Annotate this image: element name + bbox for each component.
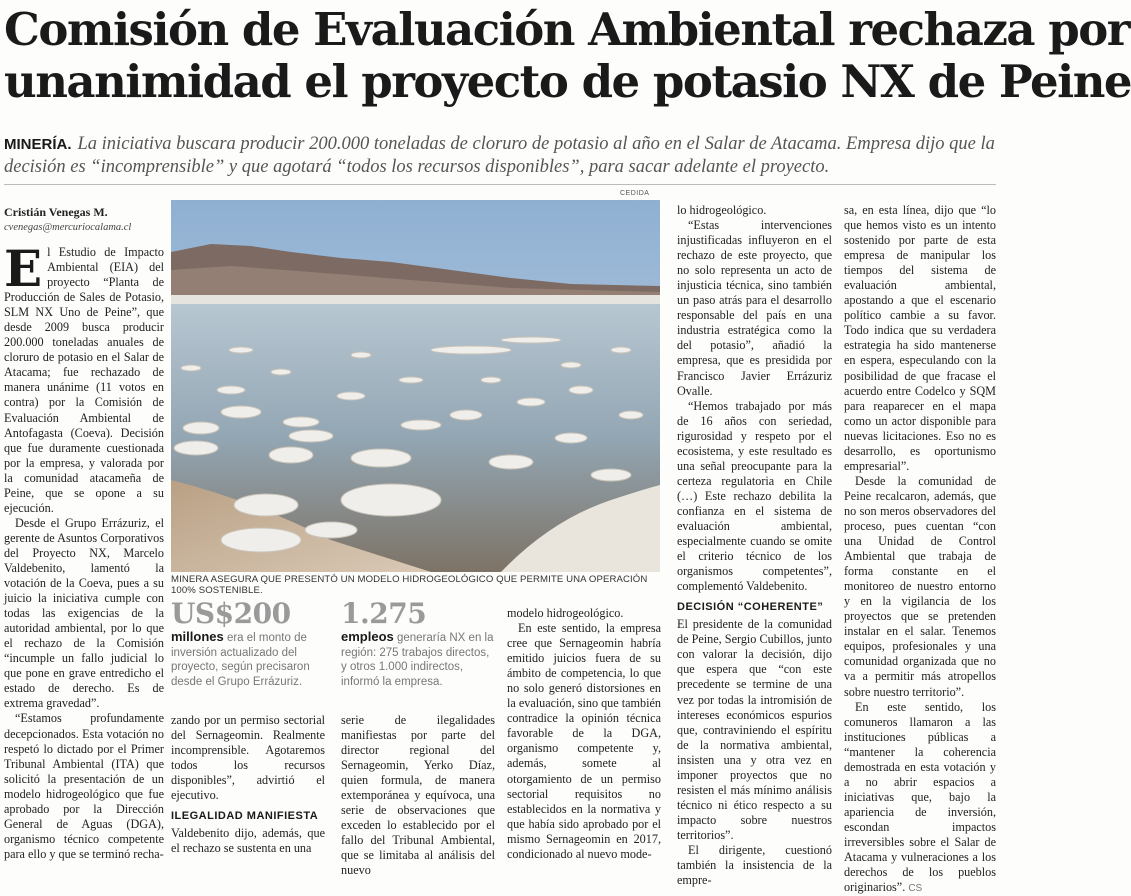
- article-paragraph: zando por un permiso sectorial del Sernageomin. Realmente incomprensible. Agotaremos todos los recursos disponibles”, advirtió el ejecutivo.: [171, 713, 325, 803]
- photo-credit: CEDIDA: [620, 190, 650, 197]
- photo-caption: MINERA ASEGURA QUE PRESENTÓ UN MODELO HIDROGEOLÓGICO QUE PERMITE UNA OPERACIÓN 100% SOSTENIBLE.: [171, 574, 648, 596]
- article-paragraph: “Hemos trabajado por más de 16 años con seriedad, rigurosidad y respeto por el ecosistema, y este resultado es una señal preocupante para la certeza regulatoria en Chile (…) Este rechazo debilita la confianza en el sistema de evaluación ambiental, especialmente cuando se omite el criterio técnico de los organismos competentes”, complementó Valdebenito.: [677, 398, 832, 594]
- article-paragraph: serie de ilegalidades manifiestas por parte del director regional del Sernageomin, Yerko Díaz, quien formula, de manera extemporánea y equívoca, una serie de observaciones que exceden lo establecido por el fallo del Tribunal Ambiental, que se limitaba al análisis del nuevo: [341, 713, 495, 878]
- article-paragraph: El presidente de la comunidad de Peine, Sergio Cubillos, junto con valorar la decisión, dijo que espera que “con este precedente se termine de una vez por todas la intromisión de intereses económicos espurios que, contraviniendo el espíritu de la normativa ambiental, insisten una y otra vez en imponer proyectos que no resisten el más mínimo análisis técnico ni ético respecto a su impacto sobre nuestros territorios”.: [677, 617, 832, 842]
- byline-email[interactable]: cvenegas@mercuriocalama.cl: [4, 222, 132, 233]
- fact-text: empleos generaría NX en la región: 275 trabajos directos, y otros 1.000 indirectos, informó la empresa.: [341, 629, 494, 688]
- byline-author: Cristián Venegas M.: [4, 205, 108, 219]
- column-2: [171, 713, 325, 862]
- fact-unit: empleos: [341, 629, 394, 644]
- headline-line-1: Comisión de Evaluación Ambiental rechaza por: [4, 3, 1129, 56]
- column-5: [844, 203, 996, 895]
- article-paragraph: “Estas intervenciones injustificadas influyeron en el rechazo de este proyecto, que no solo representa un acto de injusticia técnica, sino también un paso atrás para el desarrollo responsable del país en una industria estratégica como la del potasio”, añadió la empresa, que es presidida por Francisco Javier Errázuriz Ovalle.: [677, 218, 832, 398]
- lead-divider: [4, 184, 996, 185]
- column-4: [677, 203, 832, 888]
- article-paragraph: Desde la comunidad de Peine recalcaron, además, que no son meros observadores del proceso, pues cuentan “con una Unidad de Control Ambiental que trabaja de forma constante en el monitoreo de nuestro entorno y en la vigilancia de los proyectos que se pretenden instalar en el salar. Tenemos equipos, profesionales y una comunidad organizada que no va a permitir más atropellos sobre nuestro territorio”.: [844, 473, 996, 699]
- article-lead: [4, 133, 996, 179]
- fact-text: millones era el monto de inversión actualizado del proyecto, según precisaron desde el Grupo Errázuriz.: [171, 629, 310, 688]
- author-initials: CS: [908, 883, 923, 895]
- drop-cap: E: [4, 239, 43, 298]
- column-1: [4, 239, 164, 862]
- fact-box-jobs: [341, 598, 495, 689]
- fact-box-investment: [171, 598, 331, 689]
- lead-text: La iniciativa buscara producir 200.000 toneladas de cloruro de potasio al año en el Salar de Atacama. Empresa dijo que la decisión es “incomprensible” y que agotará “todos los recursos disponibles”, para sacar adelante el proyecto.: [4, 134, 995, 177]
- section-kicker: MINERÍA.: [4, 136, 72, 153]
- subhead-decision: DECISIÓN “COHERENTE”: [677, 601, 824, 614]
- article-paragraph: El Estudio de Impacto Ambiental (EIA) del proyecto “Planta de Producción de Sales de Potasio, SLM NX Uno de Peine”, que desde 2009 busca producir 200.000 toneladas anuales de cloruro de potasio en el Salar de Atacama; fue rechazado de manera unánime (11 votos en contra) por la Comisión de Evaluación Ambiental de Antofagasta (Coeva). Decisión que fue duramente cuestionada por la empresa, y valorada por la comunidad atacameña de Peine, que se opone a su ejecución.: [4, 239, 164, 515]
- article-paragraph: “Estamos profundamente decepcionados. Esta votación no respetó lo dictado por el Primer Tribunal Ambiental (ITA) que solicitó la presentación de un modelo hidrogeológico que fue aprobado por la Dirección General de Aguas (DGA), organismo técnico competente para ello y que se terminó recha-: [4, 711, 164, 861]
- subhead-ilegalidad: ILEGALIDAD MANIFIESTA: [171, 810, 319, 823]
- article-paragraph: lo hidrogeológico.: [677, 203, 767, 217]
- fact-figure: US$200: [171, 597, 291, 630]
- article-paragraph: El dirigente, cuestionó también la insistencia de la empre-: [677, 842, 832, 888]
- article-paragraph: sa, en esta línea, dijo que “lo que hemos visto es un intento sostenido por parte de esta empresa de manipular los tiempos del sistema de evaluación ambiental, apostando a que el escenario político cambie a su favor. Todo indica que su verdadera estrategia ha sido mantenerse en espera, especulando con la posibilidad de que fracase el acuerdo entre Codelco y SQM para reaparecer en el mapa como un actor disponible para nuevas licitaciones. Eso no es desarrollo, es oportunismo empresarial”.: [844, 203, 996, 473]
- headline-line-2: unanimidad el proyecto de potasio NX de Peine: [4, 55, 1131, 108]
- article-paragraph: Valdebenito dijo, además, que el rechazo se sustenta en una: [171, 826, 325, 856]
- salar-photo: [171, 200, 660, 572]
- fact-unit: millones: [171, 629, 224, 644]
- column-3: [341, 713, 495, 878]
- article-paragraph: En este sentido, los comuneros llamaron a las instituciones públicas a “mantener la coherencia demostrada en esta votación y a no abrir espacios a iniciativas que, bajo la apariencia de inversión, escondan impactos irreversibles sobre el Salar de Atacama y vulneraciones a los derechos de los pueblos originarios”. CS: [844, 699, 996, 895]
- article-paragraph: Desde el Grupo Errázuriz, el gerente de Asuntos Corporativos del Proyecto NX, Marcelo Valdebenito, lamentó la votación de la Coeva, pues a su juicio la iniciativa cumple con todas las exigencias de la autoridad ambiental, por lo que el rechazo de la Comisión “incumple un fallo judicial lo que pone en grave entredicho el estado de derecho. Es de extrema gravedad”.: [4, 515, 164, 711]
- article-paragraph: modelo hidrogeológico.: [507, 606, 624, 620]
- column-3b: [507, 606, 661, 862]
- article-paragraph: En este sentido, la empresa cree que Sernageomin habría emitido juicios fuera de su ámbito de competencia, lo que no solo generó distorsiones en la evaluación, sino que también contradice la opinión técnica favorable de la DGA, organismo competente y, además, somete al otorgamiento de un permiso sectorial requisitos no establecidos en la normativa y que había sido aprobado por el mismo Sernageomin en 2017, condicionado al nuevo mode-: [507, 621, 661, 861]
- fact-figure: 1.275: [341, 597, 427, 630]
- headline: [4, 3, 1131, 108]
